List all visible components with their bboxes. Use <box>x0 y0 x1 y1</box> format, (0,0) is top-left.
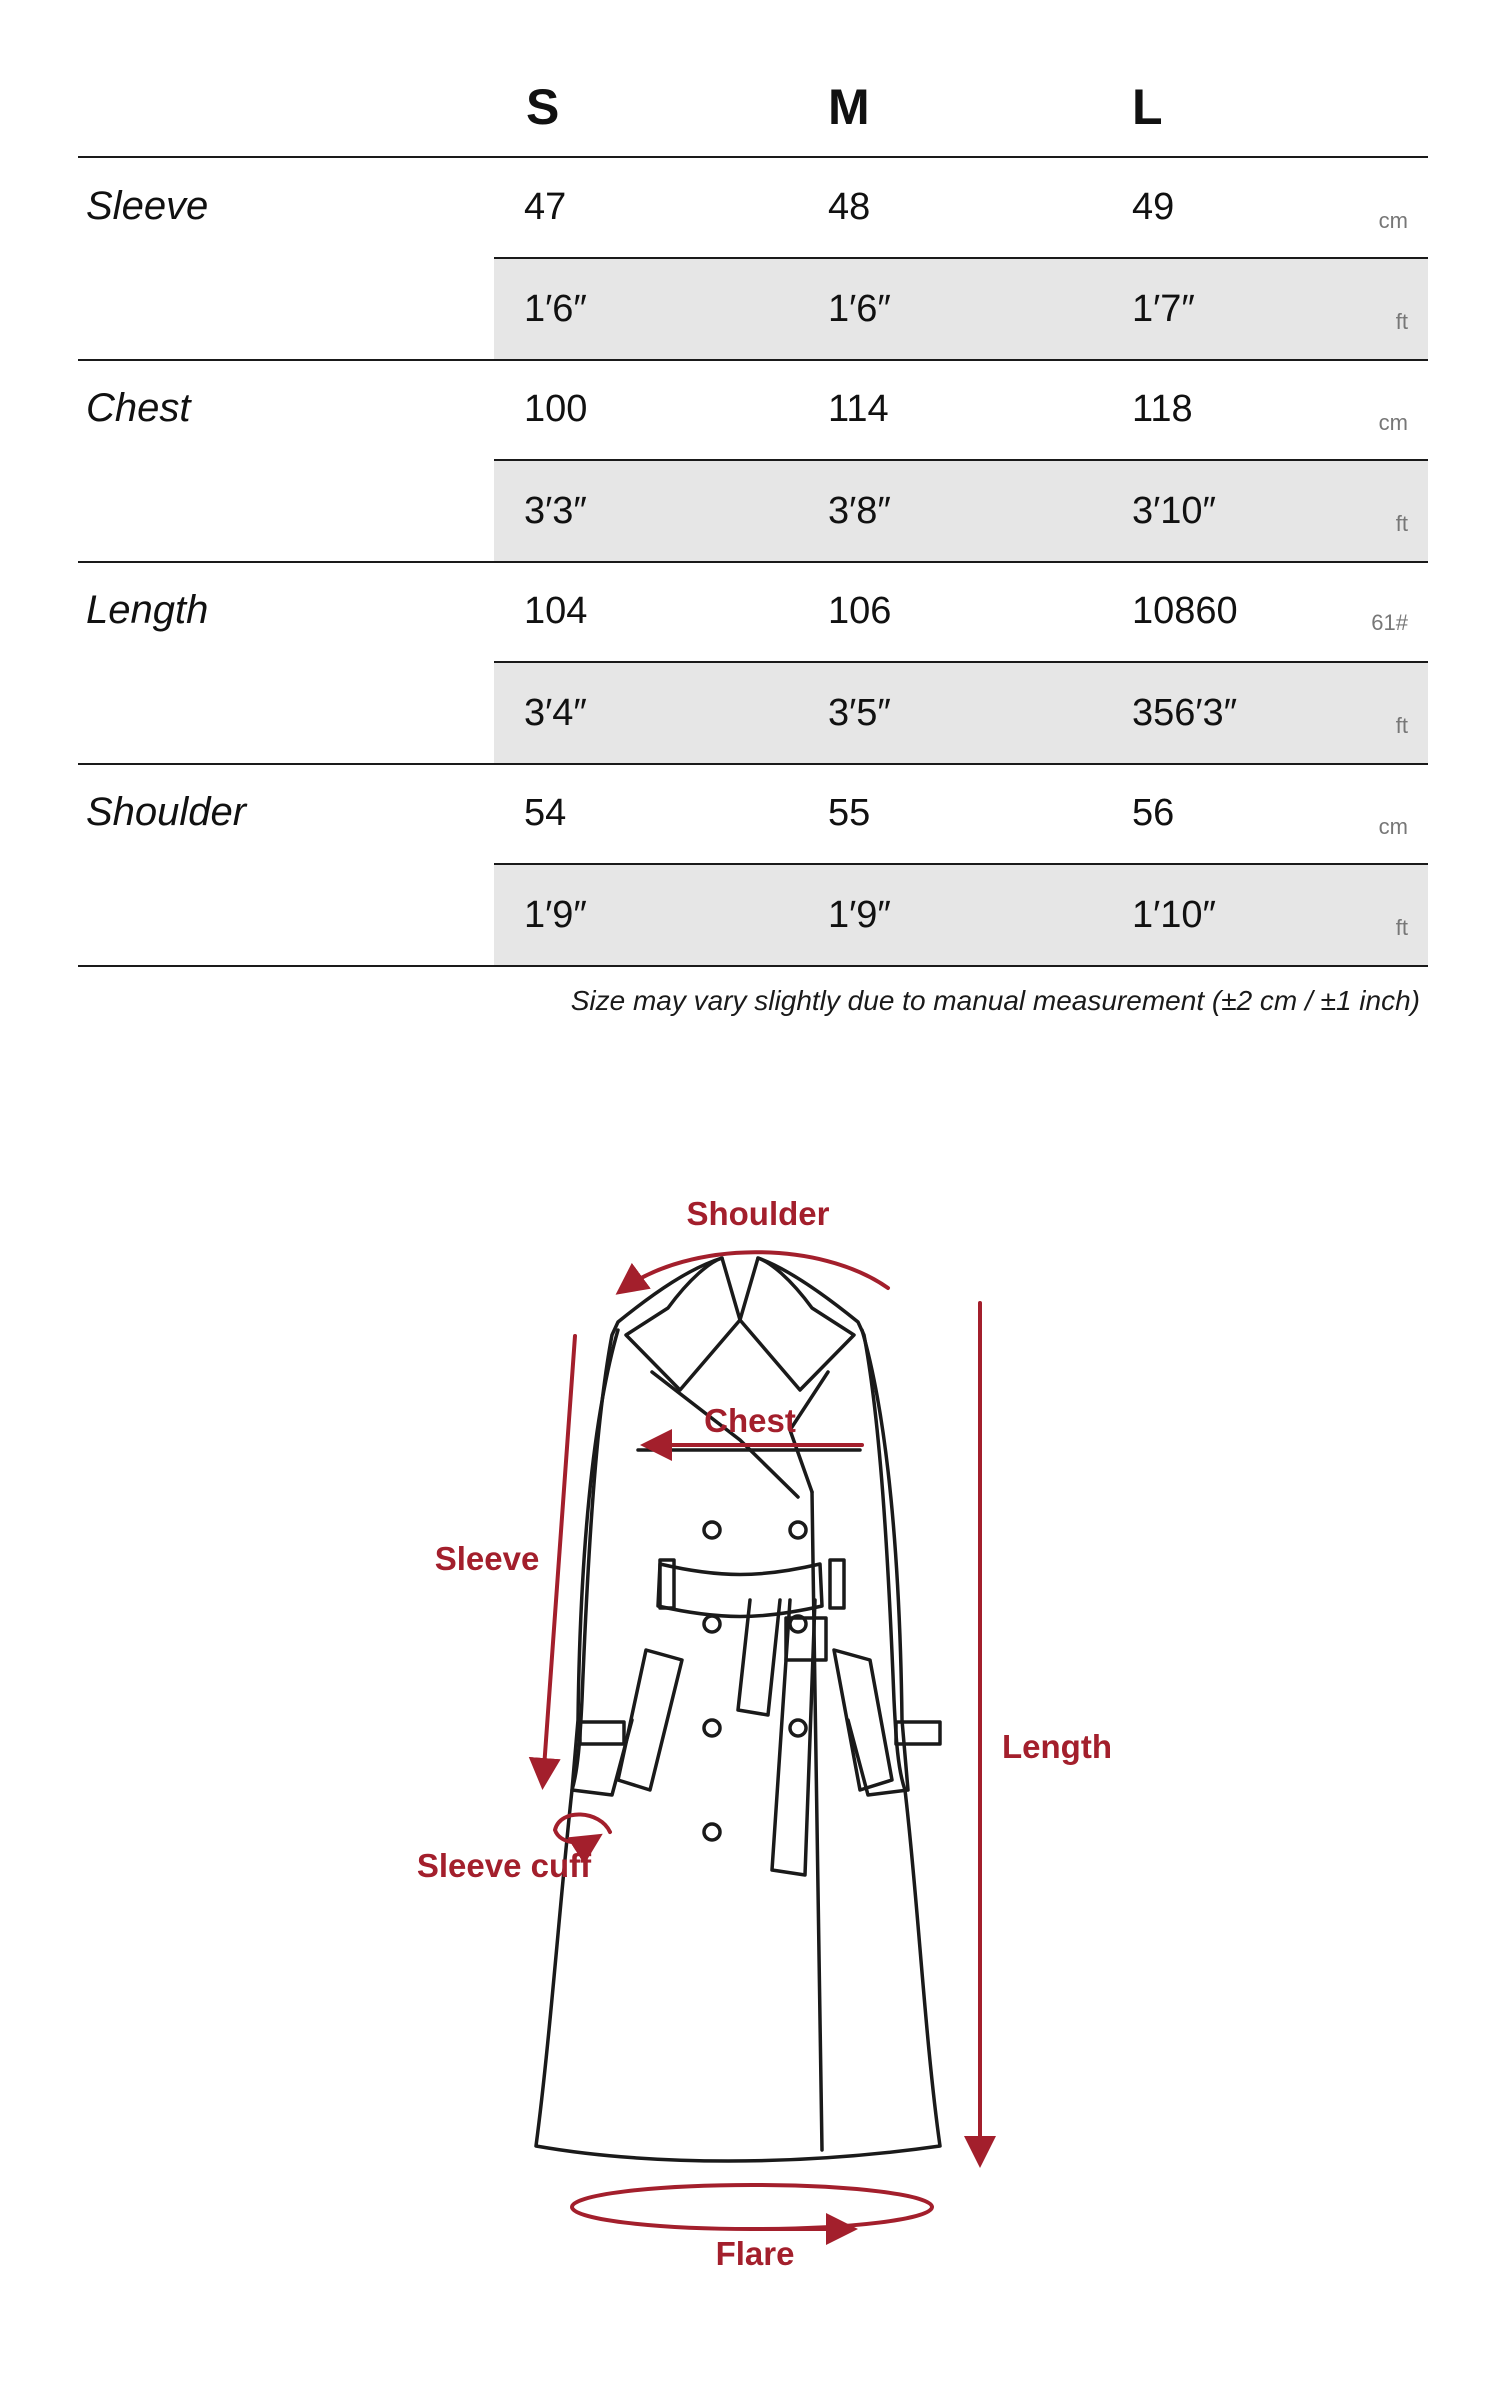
sleeve-arrow <box>543 1336 575 1782</box>
table-cell: 3′5″ <box>828 692 891 734</box>
label-chest: Chest <box>704 1402 796 1439</box>
table-cell: 106 <box>828 590 892 632</box>
table-cell: 47 <box>524 186 567 228</box>
imperial-row-bg <box>494 461 1428 561</box>
measurement-note: Size may vary slightly due to manual measurement (±2 cm / ±1 inch) <box>570 985 1420 1016</box>
divider <box>494 661 1428 663</box>
row-label-shoulder: Shoulder <box>86 790 247 834</box>
table-cell: 55 <box>828 792 871 834</box>
size-header-s: S <box>526 79 560 135</box>
table-cell: 118 <box>1132 388 1193 430</box>
unit-label: ft <box>1395 511 1408 536</box>
belt-loop-right <box>830 1560 844 1608</box>
button <box>704 1720 720 1736</box>
unit-label: ft <box>1395 309 1408 334</box>
label-length: Length <box>1002 1728 1112 1765</box>
measurement-arrows <box>543 1252 980 2229</box>
table-cell: 10860 <box>1132 590 1238 632</box>
table-cell: 100 <box>524 388 588 430</box>
button <box>790 1720 806 1736</box>
divider <box>78 763 1428 765</box>
pocket-left <box>618 1650 682 1790</box>
trench-coat-illustration <box>536 1258 940 2161</box>
table-cell: 1′6″ <box>828 288 891 330</box>
table-cell: 3′8″ <box>828 490 891 532</box>
belt-tie <box>738 1600 815 1875</box>
table-cell: 3′10″ <box>1132 490 1216 532</box>
collar <box>626 1258 854 1390</box>
table-cell: 49 <box>1132 186 1175 228</box>
label-shoulder: Shoulder <box>686 1195 830 1232</box>
divider <box>78 561 1428 563</box>
divider <box>494 863 1428 865</box>
imperial-row-bg <box>494 259 1428 359</box>
divider <box>494 257 1428 259</box>
divider <box>494 459 1428 461</box>
table-cell: 1′7″ <box>1132 288 1195 330</box>
unit-label: 61# <box>1371 610 1408 635</box>
coat-measurement-diagram <box>0 1150 1500 2400</box>
label-sleeve: Sleeve <box>434 1540 540 1577</box>
table-cell: 1′10″ <box>1132 894 1216 936</box>
size-header-l: L <box>1132 79 1163 135</box>
belt <box>658 1564 822 1617</box>
button <box>704 1616 720 1632</box>
table-cell: 114 <box>828 388 889 430</box>
unit-label: ft <box>1395 915 1408 940</box>
size-table <box>78 0 1428 1016</box>
unit-label: cm <box>1378 410 1408 435</box>
row-label-chest: Chest <box>86 386 191 430</box>
divider <box>78 965 1428 967</box>
size-header-m: M <box>828 79 870 135</box>
divider <box>78 359 1428 361</box>
label-sleeve-cuff: Sleeve cuff <box>416 1847 592 1884</box>
table-cell: 56 <box>1132 792 1175 834</box>
unit-label: cm <box>1378 208 1408 233</box>
table-cell: 54 <box>524 792 567 834</box>
row-label-sleeve: Sleeve <box>86 184 209 228</box>
table-cell: 104 <box>524 590 588 632</box>
button <box>704 1824 720 1840</box>
label-flare: Flare <box>715 2235 795 2272</box>
table-cell: 1′9″ <box>524 894 587 936</box>
unit-label: cm <box>1378 814 1408 839</box>
table-cell: 48 <box>828 186 871 228</box>
unit-label: ft <box>1395 713 1408 738</box>
table-cell: 3′3″ <box>524 490 587 532</box>
right-sleeve <box>848 1330 908 1795</box>
sleeve-cuff-arrow <box>555 1814 610 1842</box>
table-cell: 1′9″ <box>828 894 891 936</box>
table-cell: 1′6″ <box>524 288 587 330</box>
imperial-row-bg <box>494 865 1428 965</box>
imperial-row-bg <box>494 663 1428 763</box>
flare-ellipse <box>572 2185 932 2229</box>
pocket-right <box>834 1650 892 1790</box>
button <box>790 1522 806 1538</box>
table-cell: 3′4″ <box>524 692 587 734</box>
cuff-strap-left <box>580 1722 624 1744</box>
row-label-length: Length <box>86 588 209 632</box>
divider <box>78 156 1428 158</box>
button <box>704 1522 720 1538</box>
table-cell: 356′3″ <box>1132 692 1238 734</box>
